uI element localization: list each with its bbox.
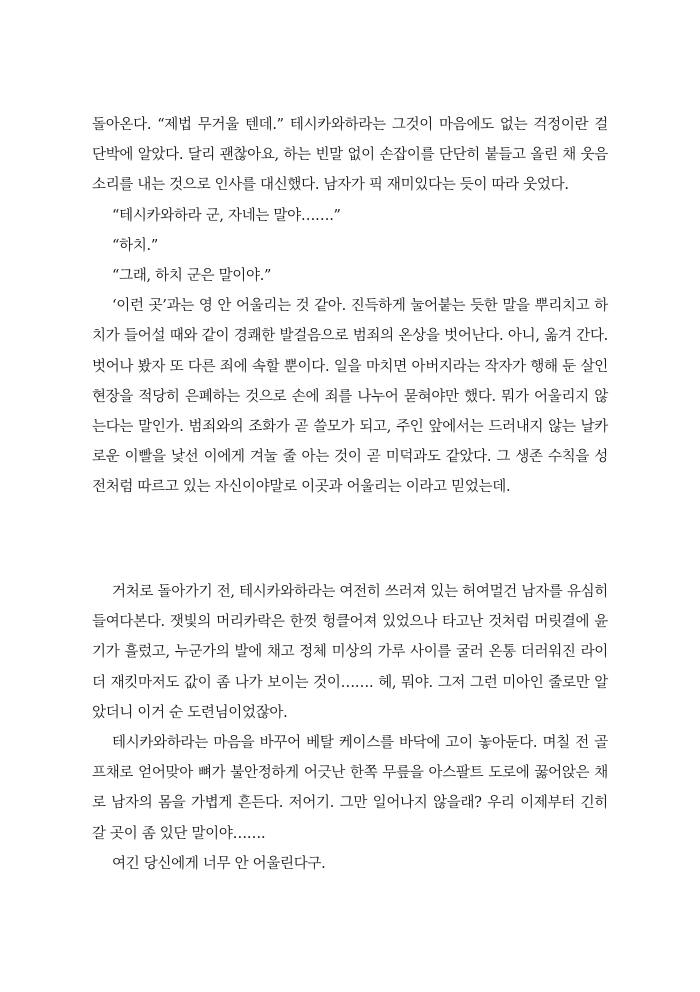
text-section-1 bbox=[92, 110, 608, 503]
paragraph: 거처로 돌아가기 전, 테시카와하라는 여전히 쓰러져 있는 허여멀건 남자를 유심히 들여다본다. 잿빛의 머리카락은 한껏 헝클어져 있었으나 타고난 것처럼 머릿결에 윤기가 흘렀고, 누군가의 발에 채고 정체 미상의 가루 사이를 굴러 온통 더러워진 라이더 재킷마저도 값이 좀 나가 보이는 것이……. 헤, 뭐야. 그저 그런 미아인 줄로만 알았더니 이거 순 도련님이었잖아. bbox=[92, 584, 608, 721]
dialogue-line: “그래, 하치 군은 말이야.” bbox=[112, 268, 272, 285]
paragraph: 돌아온다. “제법 무거울 텐데.” 테시카와하라는 그것이 마음에도 없는 걱정이란 걸 단박에 알았다. 달리 괜찮아요, 하는 빈말 없이 손잡이를 단단히 붙들고 올린 채 웃음소리를 내는 것으로 인사를 대신했다. 남자가 픽 재미있다는 듯이 따라 웃었다. bbox=[92, 117, 608, 194]
dialogue-line: “테시카와하라 군, 자네는 말야…….” bbox=[112, 207, 341, 224]
text-section-2 bbox=[92, 577, 608, 879]
paragraph: ‘이런 곳’과는 영 안 어울리는 것 같아. 진득하게 눌어붙는 듯한 말을 뿌리치고 하치가 들어설 때와 같이 경쾌한 발걸음으로 범죄의 온상을 벗어난다. 아니, 옮겨 간다. 벗어나 봤자 또 다른 죄에 속할 뿐이다. 일을 마치면 아버지라는 작자가 행해 둔 살인 현장을 적당히 은폐하는 것으로 손에 죄를 나누어 묻혀야만 했다. 뭐가 어울리지 않는다는 말인가. 범죄와의 조화가 곧 쓸모가 되고, 주인 앞에서는 드러내지 않는 날카로운 이빨을 낯선 이에게 겨눌 줄 아는 것이 곧 미덕과도 같았다. 그 생존 수칙을 성전처럼 따르고 있는 자신이야말로 이곳과 어울리는 이라고 믿었는데. bbox=[92, 298, 608, 496]
paragraph: 여긴 당신에게 너무 안 어울린다구. bbox=[112, 855, 326, 872]
paragraph: 테시카와하라는 마음을 바꾸어 베탈 케이스를 바닥에 고이 놓아둔다. 며칠 전 골프채로 얻어맞아 뼈가 불안정하게 어긋난 한쪽 무릎을 아스팔트 도로에 꿇어앉은 채로 남자의 몸을 가볍게 흔든다. 저어기. 그만 일어나지 않을래? 우리 이제부터 긴히 갈 곳이 좀 있단 말이야……. bbox=[92, 735, 608, 842]
dialogue-line: “하치.” bbox=[112, 237, 158, 254]
